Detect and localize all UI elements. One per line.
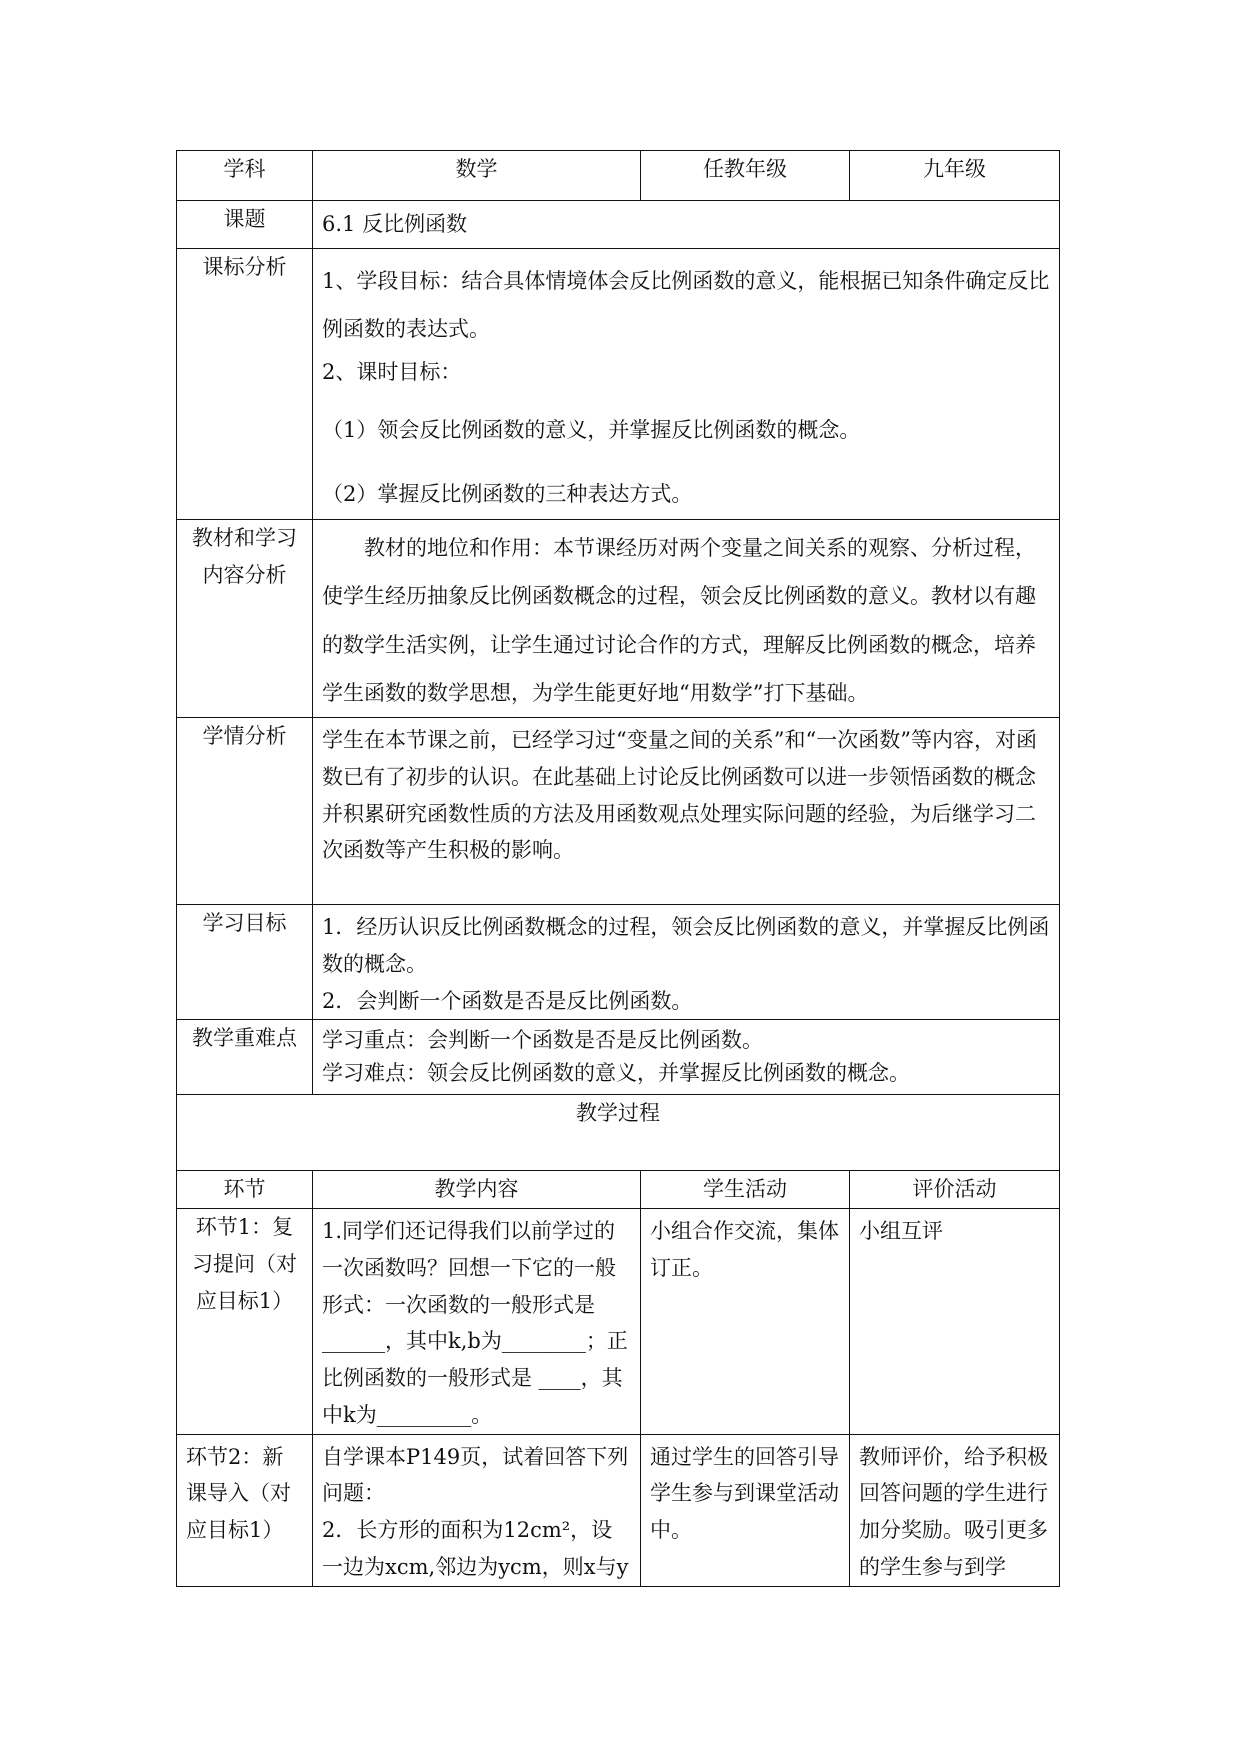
table-row [177, 1434, 1060, 1586]
grade-value: 九年级 [850, 151, 1060, 201]
curriculum-line-2: 2、课时目标： [322, 359, 462, 384]
key-points-content [313, 1020, 1060, 1095]
header-row [177, 151, 1060, 201]
material-analysis-label: 教材和学习内容分析 [177, 520, 313, 718]
student-cell: 小组合作交流，集体订正。 [641, 1209, 850, 1435]
topic-label: 课题 [177, 201, 313, 249]
learning-goal-1: 1．经历认识反比例函数概念的过程，领会反比例函数的意义，并掌握反比例函数的概念。 [322, 915, 1050, 976]
topic-value: 6.1 反比例函数 [313, 201, 1060, 249]
topic-row [177, 201, 1060, 249]
content-cell: 1.同学们还记得我们以前学过的一次函数吗？回想一下它的一般形式：一次函数的一般形式是______，其中k,b为________；正比例函数的一般形式是 ____，其中k为_________。 [313, 1209, 641, 1435]
stage-cell: 环节2：新课导入（对应目标1） [177, 1434, 313, 1586]
eval-cell: 教师评价，给予积极回答问题的学生进行加分奖励。吸引更多的学生参与到学 [850, 1434, 1060, 1586]
grade-label: 任教年级 [641, 151, 850, 201]
eval-cell: 小组互评 [850, 1209, 1060, 1435]
key-point-2: 学习难点：领会反比例函数的意义，并掌握反比例函数的概念。 [322, 1061, 910, 1086]
subject-value: 数学 [313, 151, 641, 201]
curriculum-analysis-row [177, 249, 1060, 520]
process-header-row [177, 1171, 1060, 1209]
process-title-row [177, 1095, 1060, 1171]
content-cell: 自学课本P149页，试着回答下列问题： 2．长方形的面积为12cm²，设一边为xcm,邻边为ycm，则x与y [313, 1434, 641, 1586]
curriculum-line-3: （1）领会反比例函数的意义，并掌握反比例函数的概念。 [322, 418, 861, 443]
learning-goal-2: 2．会判断一个函数是否是反比例函数。 [322, 988, 693, 1013]
student-analysis-content: 学生在本节课之前，已经学习过“变量之间的关系”和“一次函数”等内容，对函数已有了初步的认识。在此基础上讨论反比例函数可以进一步领悟函数的概念并积累研究函数性质的方法及用函数观点处理实际问题的经验，为后继学习二次函数等产生积极的影响。 [313, 718, 1060, 905]
student-analysis-row [177, 718, 1060, 905]
material-analysis-content: 教材的地位和作用：本节课经历对两个变量之间关系的观察、分析过程，使学生经历抽象反比例函数概念的过程，领会反比例函数的意义。教材以有趣的数学生活实例，让学生通过讨论合作的方式，理解反比例函数的概念，培养学生函数的数学思想，为学生能更好地“用数学”打下基础。 [313, 520, 1060, 718]
learning-goals-label: 学习目标 [177, 905, 313, 1020]
student-cell: 通过学生的回答引导学生参与到课堂活动中。 [641, 1434, 850, 1586]
key-point-1: 学习重点：会判断一个函数是否是反比例函数。 [322, 1027, 763, 1052]
col-content-header: 教学内容 [313, 1171, 641, 1209]
subject-label: 学科 [177, 151, 313, 201]
key-points-row [177, 1020, 1060, 1095]
stage-cell: 环节1：复习提问（对应目标1） [177, 1209, 313, 1435]
process-title: 教学过程 [177, 1095, 1060, 1171]
key-points-label: 教学重难点 [177, 1020, 313, 1095]
curriculum-analysis-content [313, 249, 1060, 520]
material-analysis-row [177, 520, 1060, 718]
learning-goals-content [313, 905, 1060, 1020]
col-stage-header: 环节 [177, 1171, 313, 1209]
curriculum-analysis-label: 课标分析 [177, 249, 313, 520]
lesson-plan-table [176, 150, 1060, 1587]
student-analysis-label: 学情分析 [177, 718, 313, 905]
col-eval-header: 评价活动 [850, 1171, 1060, 1209]
col-student-header: 学生活动 [641, 1171, 850, 1209]
learning-goals-row [177, 905, 1060, 1020]
table-row [177, 1209, 1060, 1435]
curriculum-line-4: （2）掌握反比例函数的三种表达方式。 [322, 481, 693, 506]
curriculum-line-1: 1、学段目标：结合具体情境体会反比例函数的意义，能根据已知条件确定反比例函数的表达式。 [322, 269, 1050, 342]
